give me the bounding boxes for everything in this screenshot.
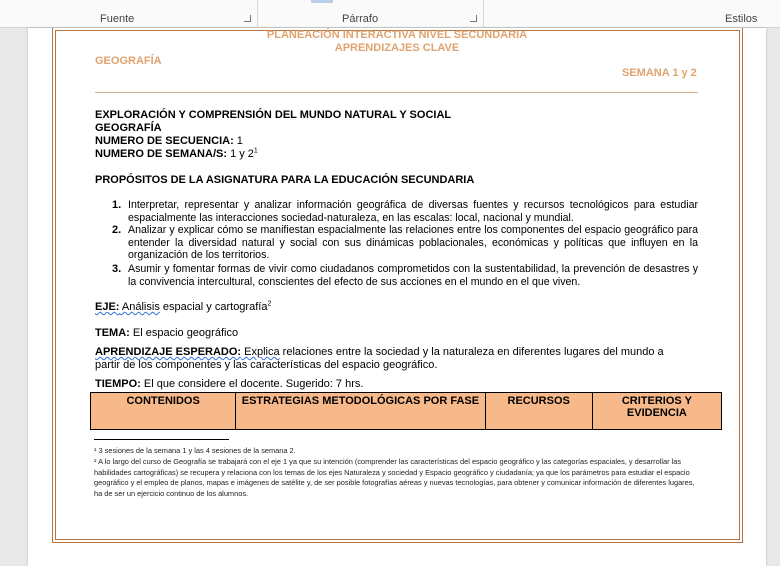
sequence-number: NUMERO DE SECUENCIA: 1 (95, 135, 243, 147)
purpose-item-1: Interpretar, representar y analizar información geográfica de diversas fuentes y recursos tecnológicos para estudiar espacialmente las interacciones sociedad-naturaleza, en las escalas: local, nacional y mundial. (128, 199, 698, 224)
tema-line: TEMA: El espacio geográfico (95, 327, 239, 339)
header-title-line2: APRENDIZAJES CLAVE (334, 42, 460, 54)
ribbon-group-font[interactable]: Fuente (100, 13, 135, 25)
header-divider (95, 92, 698, 93)
tiempo-line: TIEMPO: El que considere el docente. Sugerido: 7 hrs. (95, 378, 364, 390)
footnote-2: ² A lo largo del curso de Geografía se trabajará con el eje 1 ya que su intención (comprender las características del espacio geográfico y las categorías espaciales, y desarrollar las habilidades cartográficas) se recupera y relaciona con los temas de los ejes Naturaleza y sociedad y Espacio geográfico y ciudadanía; ya que los parámetros para estudiar el espacio geográfico y el empleo de planos, mapas e imágenes de satélite y, de ser posible fotografías aéreas y nuevas tecnologías, para obtener y comunicar información de diferentes lugares, ha de ser un ejercicio continuo de los alumnos. (94, 457, 695, 498)
footnote-1: ¹ 3 sesiones de la semana 1 y las 4 sesiones de la semana 2. (94, 446, 296, 455)
header-week: SEMANA 1 y 2 (622, 67, 697, 79)
ribbon-separator (257, 0, 258, 27)
purpose-item-3: Asumir y fomentar formas de vivir como ciudadanos comprometidos con la sustentabilidad, la prevención de desastres y la convivencia intercultural, conscientes del efecto de sus acciones en el mundo en el que viven. (128, 263, 698, 288)
subject-title: GEOGRAFÍA (95, 122, 162, 134)
font-dialog-launcher-icon[interactable] (244, 15, 251, 22)
aprendizaje-line1: APRENDIZAJE ESPERADO: Explica relaciones entre la sociedad y la naturaleza en diferentes lugares del mundo a (95, 346, 664, 358)
ribbon-group-paragraph[interactable]: Párrafo (342, 13, 379, 25)
ribbon-group-styles[interactable]: Estilos (725, 13, 758, 25)
list-number: 3. (112, 263, 122, 275)
header-title-line1: PLANEACIÓN INTERACTIVA NIVEL SECUNDARIA (266, 29, 528, 41)
ribbon (0, 0, 780, 28)
ribbon-separator (483, 0, 484, 27)
list-number: 2. (112, 224, 122, 236)
week-number: NUMERO DE SEMANA/S: 1 y $2^1$ (95, 147, 258, 160)
col-estrategias[interactable]: ESTRATEGIAS METODOLÓGICAS POR FASE (236, 393, 485, 430)
col-criterios[interactable]: CRITERIOS Y EVIDENCIA (592, 393, 721, 430)
list-number: 1. (112, 199, 122, 211)
footnote-divider (94, 439, 229, 440)
paragraph-dialog-launcher-icon[interactable] (470, 15, 477, 22)
ribbon-indicator (311, 0, 333, 3)
col-recursos[interactable]: RECURSOS (485, 393, 592, 430)
purpose-item-2: Analizar y explicar cómo se manifiestan espacialmente las relaciones entre los componentes del espacio geográfico para entender la diversidad natural y social con sus dinámicas poblacionales, económicas y políticas que influyen en la organización de los territorios. (128, 224, 698, 262)
table-header-row (91, 393, 722, 430)
header-subject: GEOGRAFÍA (95, 55, 162, 67)
eje-line: EJE: Análisis espacial y cartografía$^2$ (95, 300, 272, 313)
document-page[interactable] (28, 28, 766, 566)
field-title: EXPLORACIÓN Y COMPRENSIÓN DEL MUNDO NATURAL Y SOCIAL (95, 109, 452, 121)
planning-table (90, 392, 722, 430)
purposes-heading: PROPÓSITOS DE LA ASIGNATURA PARA LA EDUCACIÓN SECUNDARIA (95, 174, 475, 186)
aprendizaje-line2: partir de los componentes y las características del espacio geográfico. (95, 359, 438, 371)
col-contenidos[interactable]: CONTENIDOS (91, 393, 236, 430)
